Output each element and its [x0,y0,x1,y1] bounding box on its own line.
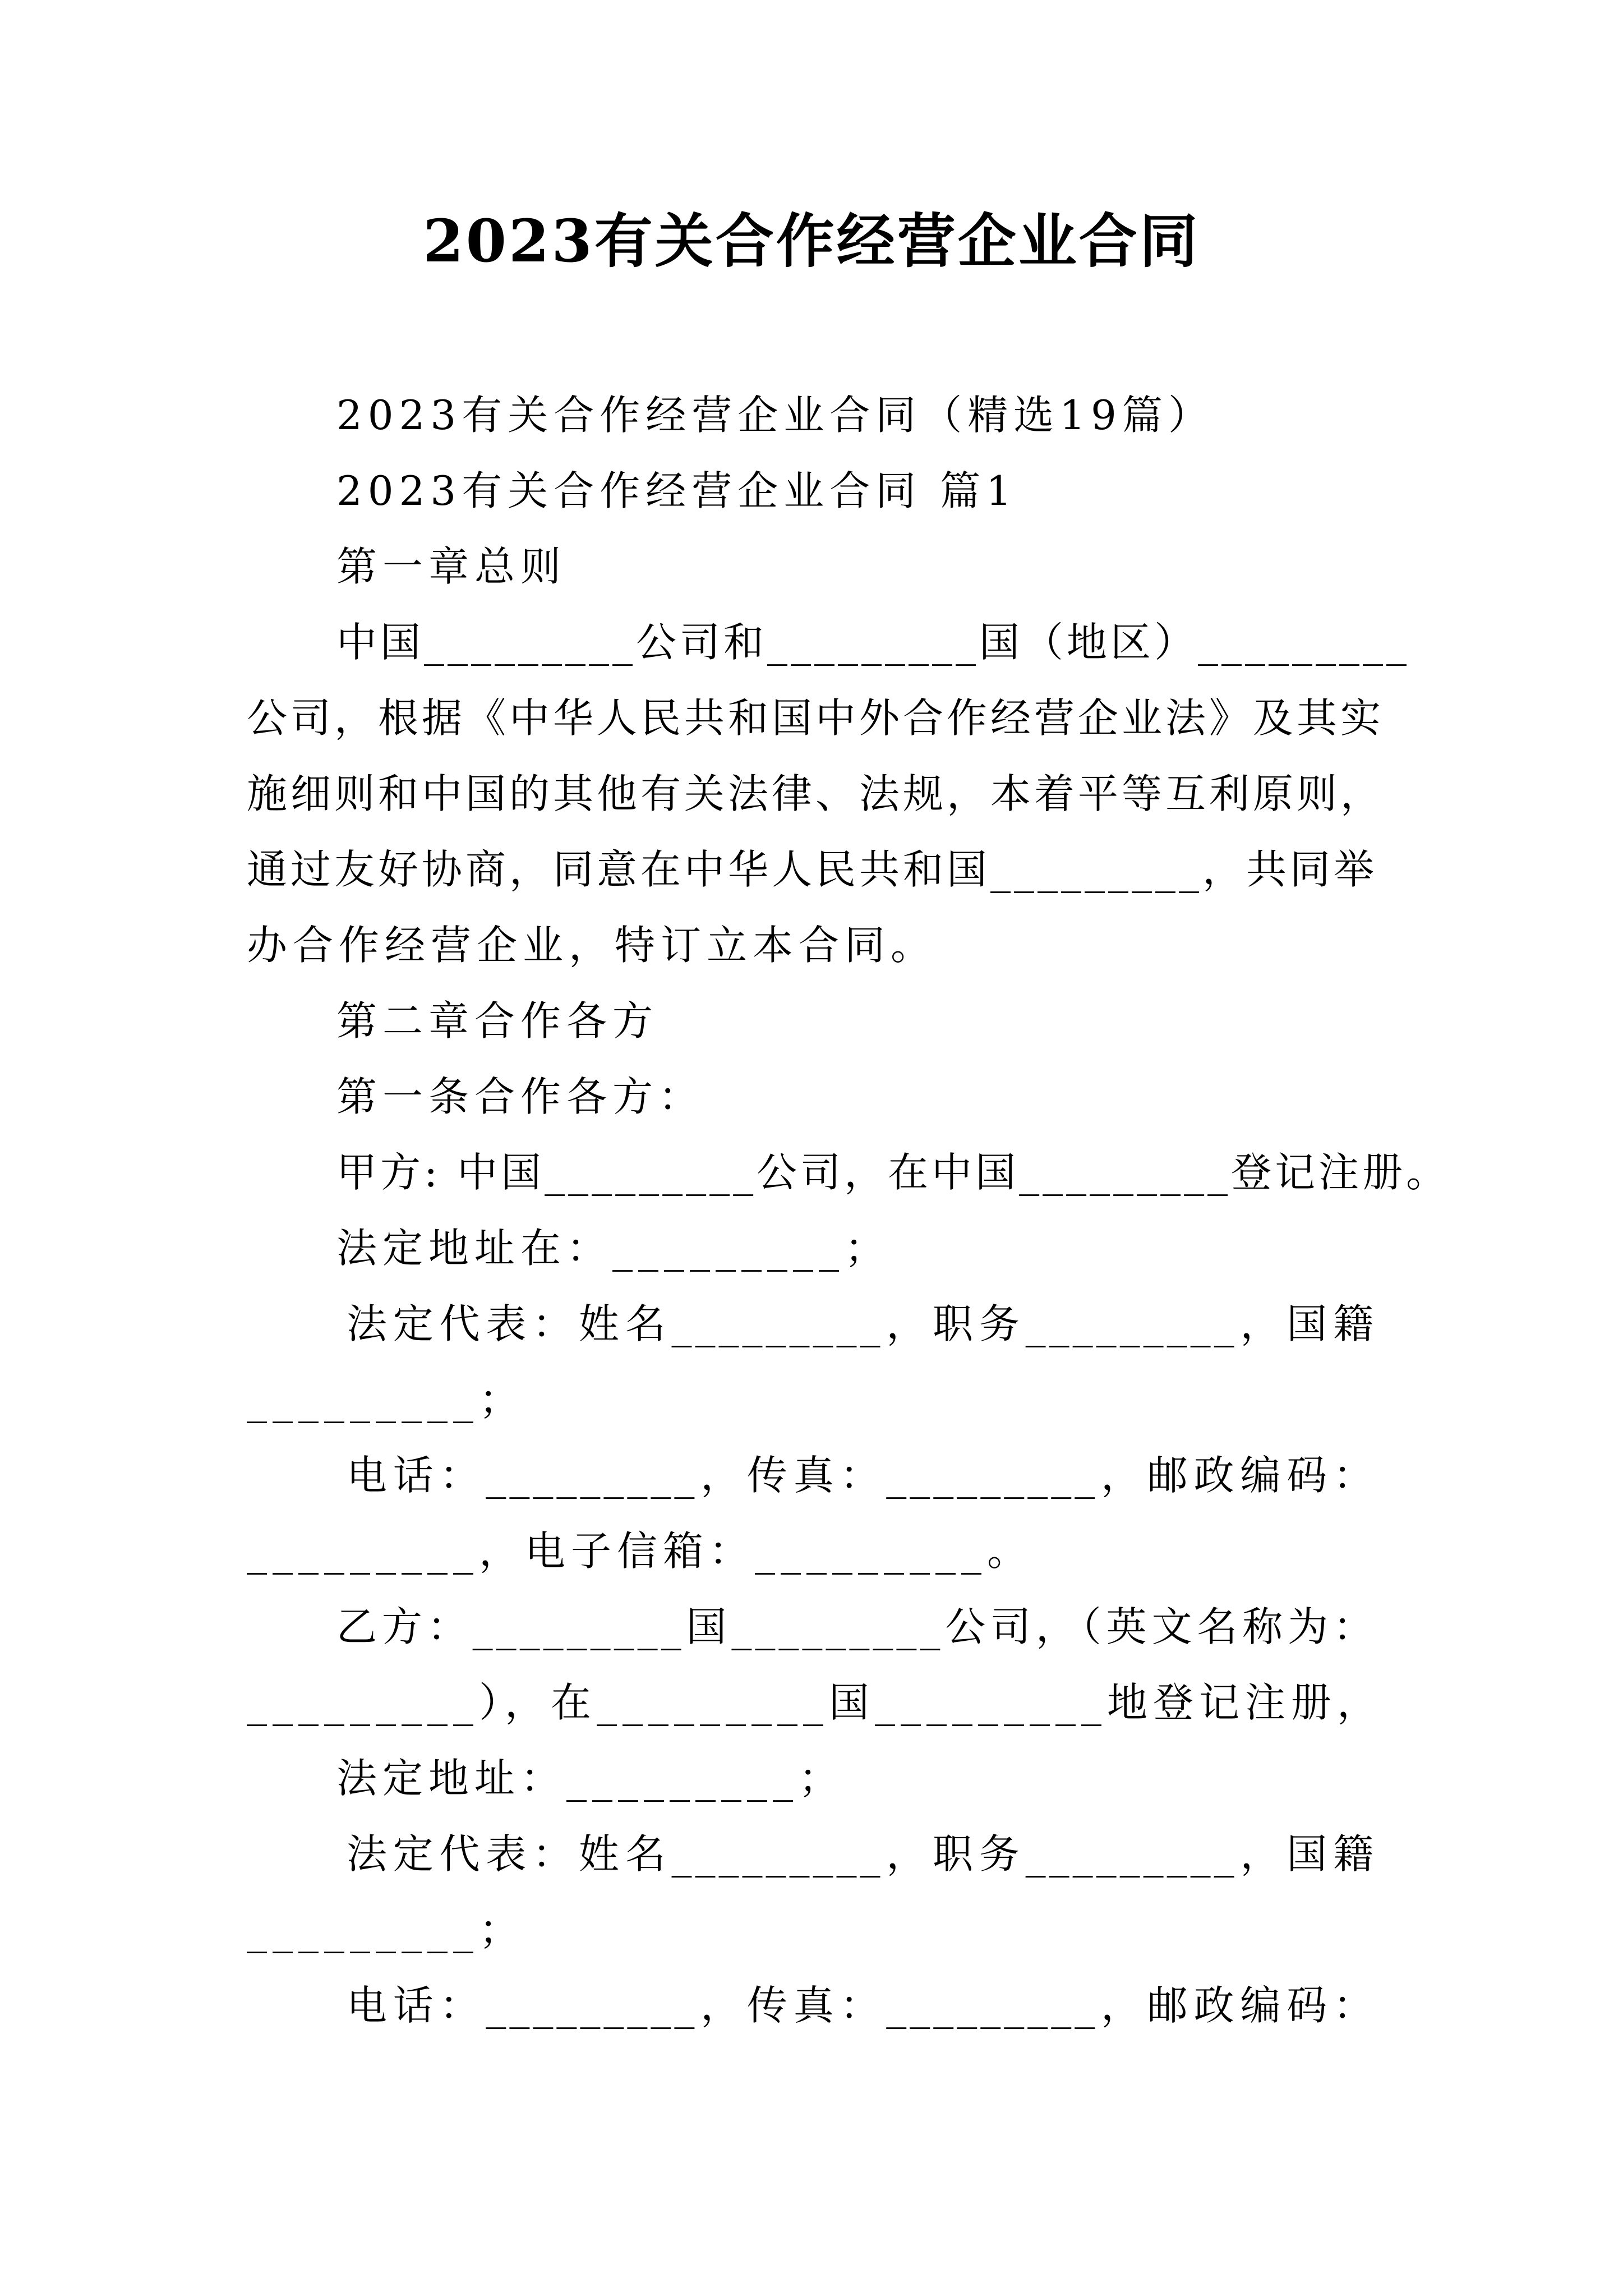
article-heading: 第一条合作各方： [336,1073,705,1120]
document-title: 2023有关合作经营企业合同 [423,206,1200,275]
chapter-heading: 第一章总则 [336,543,567,590]
chapter-heading: 第二章合作各方 [336,997,659,1045]
paragraph-line: 中国_________公司和_________国（地区）_________ [336,619,1410,666]
party-a-nationality: _________； [247,1376,525,1423]
party-a-email: _________，电子信箱：_________。 [247,1527,1034,1575]
party-a-line: 甲方: 中国_________公司，在中国_________登记注册。 [336,1149,1450,1196]
paragraph-line: 施细则和中国的其他有关法律、法规，本着平等互利原则， [247,770,1385,817]
party-b-representative: 法定代表：姓名_________，职务_________，国籍 [347,1830,1377,1878]
subtitle-line: 2023有关合作经营企业合同（精选19篇） [336,392,1214,439]
party-b-contact: 电话：_________，传真：_________，邮政编码： [347,1982,1377,2029]
party-b-address: 法定地址：_________； [336,1755,845,1802]
paragraph-line: 通过友好协商，同意在中华人民共和国_________，共同举 [247,846,1378,893]
section-heading: 2023有关合作经营企业合同 篇1 [336,467,1017,514]
party-a-address: 法定地址在：_________； [336,1225,891,1272]
party-a-contact: 电话：_________，传真：_________，邮政编码： [347,1452,1377,1499]
party-b-line: 乙方：_________国_________公司，（英文名称为： [336,1603,1377,1650]
paragraph-line: 公司，根据《中华人民共和国中外合作经营企业法》及其实 [247,694,1385,742]
party-b-nationality: _________； [247,1906,525,1953]
party-b-registration: _________），在_________国_________地登记注册， [247,1679,1384,1726]
party-a-representative: 法定代表：姓名_________，职务_________，国籍 [347,1300,1377,1347]
paragraph-line: 办合作经营企业，特订立本合同。 [247,922,937,969]
